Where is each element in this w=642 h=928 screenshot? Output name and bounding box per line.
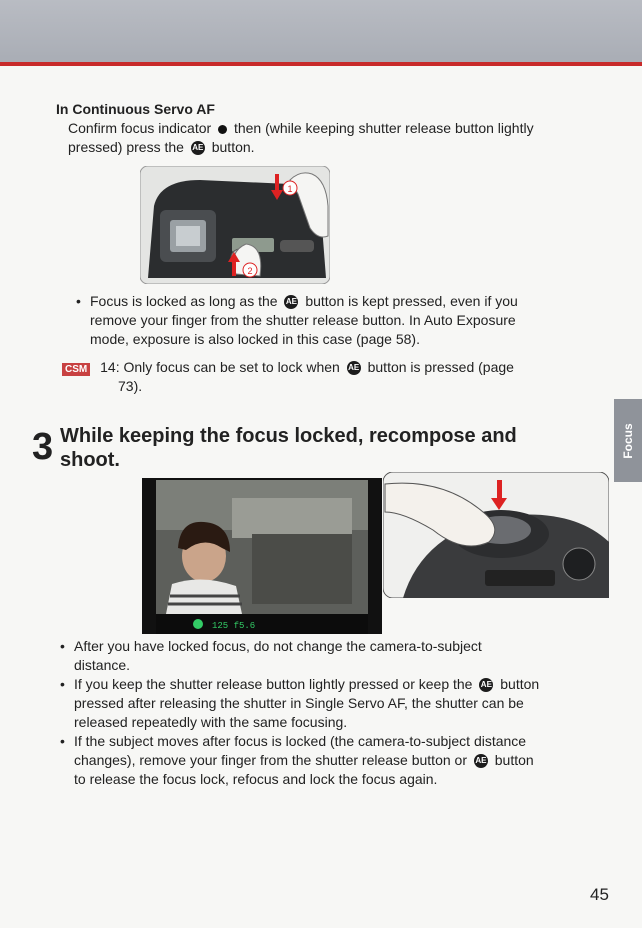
- csm-badge: CSM: [62, 363, 90, 376]
- csm-note: CSM 14: Only focus can be set to lock when AE button is pressed (page 73).: [62, 358, 612, 396]
- instruction-line1: Confirm focus indicator then (while keeping shutter release button lightly: [68, 120, 534, 136]
- focus-section-tab: Focus: [614, 399, 642, 482]
- ae-af-lock-icon: AE: [479, 678, 493, 692]
- step-number: 3: [32, 426, 54, 468]
- section-heading: In Continuous Servo AF: [56, 101, 215, 117]
- ae-af-lock-icon: AE: [347, 361, 361, 375]
- header-band: [0, 0, 642, 62]
- page-number: 45: [590, 885, 609, 904]
- camera-back-illustration: [140, 166, 330, 284]
- list-item: • If the subject moves after focus is locked (the camera-to-subject distance changes), remove your finger from the shutter release button or AE button to release the focus lock, refocus and lock the focus again.: [60, 732, 612, 789]
- focus-lock-notes: [76, 292, 606, 349]
- callout-1: 1: [287, 184, 293, 194]
- recompose-notes: [60, 637, 612, 789]
- viewfinder-illustration: [142, 478, 382, 634]
- ae-af-lock-icon: AE: [284, 295, 298, 309]
- viewfinder-readout: 125 f5.6: [212, 621, 256, 631]
- list-item: • Focus is locked as long as the AE button is kept pressed, even if you remove your finger from the shutter release button. In Auto Exposure mode, exposure is also locked in this case (page 58).: [76, 292, 606, 349]
- shutter-button-illustration: [383, 472, 609, 598]
- callout-2: 2: [247, 266, 253, 276]
- list-item: • If you keep the shutter release button lightly pressed or keep the AE button pressed after releasing the shutter in Single Servo AF, the shutter can be released repeatedly with the same focusing.: [60, 675, 612, 732]
- focus-indicator-icon: [218, 125, 227, 134]
- csm-number: 14: [100, 359, 116, 375]
- continuous-servo-section: [56, 100, 616, 157]
- list-item: • After you have locked focus, do not change the camera-to-subject distance.: [60, 637, 612, 675]
- ae-af-lock-icon: AE: [191, 141, 205, 155]
- step-title: While keeping the focus locked, recompose and shoot.: [60, 425, 517, 471]
- header-rule: [0, 62, 642, 66]
- instruction-line2: pressed) press the AE button.: [68, 139, 255, 155]
- ae-af-lock-icon: AE: [474, 754, 488, 768]
